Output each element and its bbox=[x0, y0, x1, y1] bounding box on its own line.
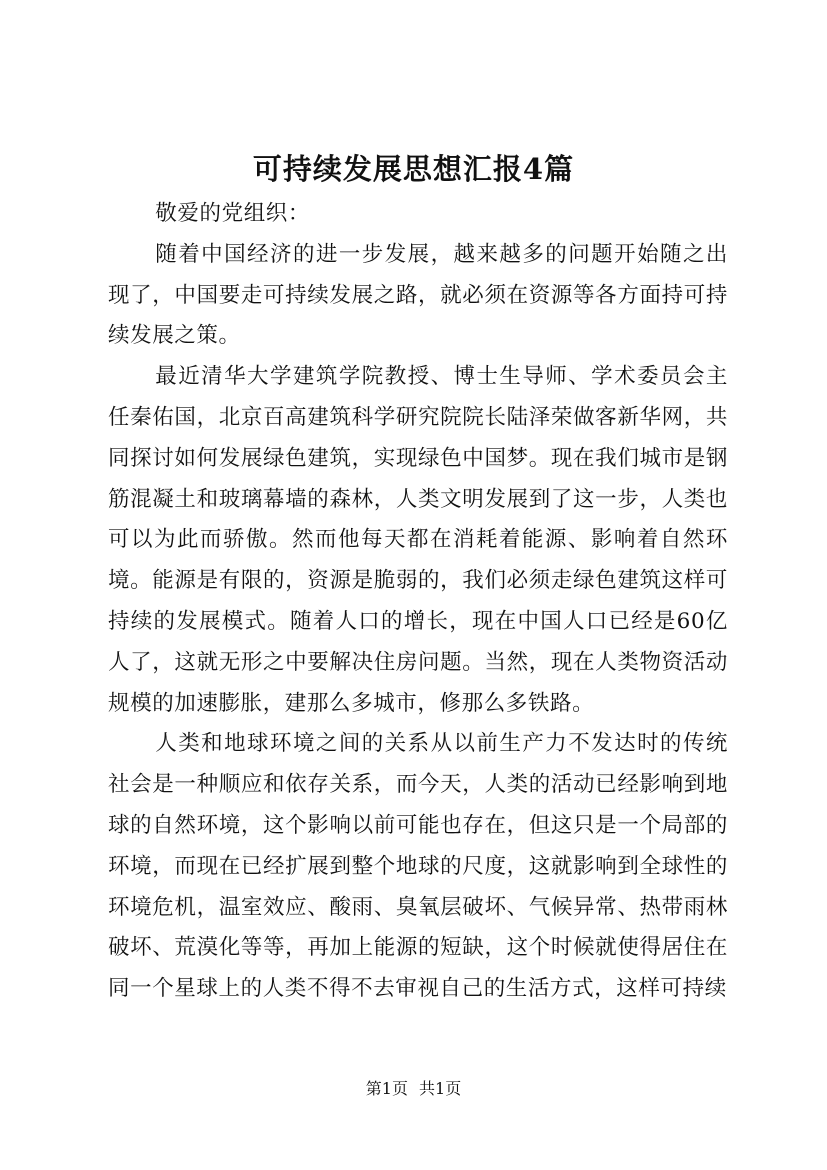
page-total: 共1页 bbox=[419, 1079, 462, 1098]
paragraph-1: 随着中国经济的进一步发展，越来越多的问题开始随之出现了，中国要走可持续发展之路，就必须在资源等各方面持可持续发展之策。 bbox=[108, 241, 728, 349]
paragraph-2: 最近清华大学建筑学院教授、博士生导师、学术委员会主任秦佑国，北京百高建筑科学研究院院长陆泽荣做客新华网，共同探讨如何发展绿色建筑，实现绿色中国梦。现在我们城市是钢筋混凝土和玻璃幕墙的森林，人类文明发展到了这一步，人类也可以为此而骄傲。然而他每天都在消耗着能源、影响着自然环境。能源是有限的，资源是脆弱的，我们必须走绿色建筑这样可持续的发展模式。随着人口的增长，现在中国人口已经是60亿人了，这就无形之中要解决住房问题。当然，现在人类物资活动规模的加速膨胀，建那么多城市，修那么多铁路。 bbox=[108, 364, 728, 716]
paragraph-3: 人类和地球环境之间的关系从以前生产力不发达时的传统社会是一种顺应和依存关系，而今天，人类的活动已经影响到地球的自然环境，这个影响以前可能也存在，但这只是一个局部的环境，而现在已经扩展到整个地球的尺度，这就影响到全球性的环境危机，温室效应、酸雨、臭氧层破坏、气候异常、热带雨林破坏、荒漠化等等，再加上能源的短缺，这个时候就使得居住在同一个星球上的人类不得不去审视自己的生活方式，这样可持续 bbox=[108, 731, 728, 1002]
page-number: 第1页 bbox=[365, 1079, 408, 1098]
document-body bbox=[108, 194, 728, 1010]
salutation: 敬爱的党组织： bbox=[155, 201, 310, 226]
page-footer bbox=[0, 1077, 827, 1101]
document-title: 可持续发展思想汇报4篇 bbox=[252, 152, 575, 186]
